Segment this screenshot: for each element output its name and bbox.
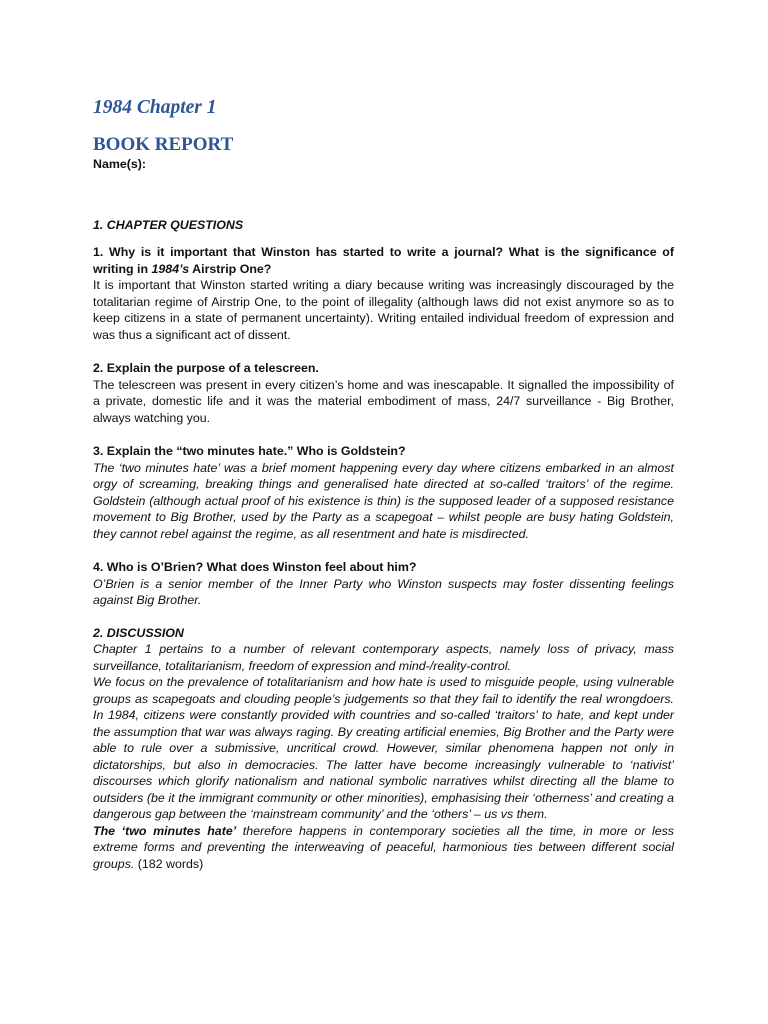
chapter-questions-heading: 1. CHAPTER QUESTIONS bbox=[93, 217, 244, 232]
question-block-3 bbox=[93, 443, 674, 542]
question-2: 2. Explain the purpose of a telescreen. bbox=[93, 361, 319, 375]
question-block-4 bbox=[93, 559, 674, 609]
discussion-paragraph-3-text: therefore happens in contemporary societies all the time, in more or less extreme forms and preventing the interweaving of peaceful, harmonious ties between different social groups. bbox=[93, 823, 674, 871]
names-label: Name(s): bbox=[93, 157, 147, 171]
question-1-italic: 1984’s bbox=[151, 261, 190, 276]
document-title: 1984 Chapter 1 bbox=[93, 97, 217, 118]
answer-2: The telescreen was present in every citizen’s home and was inescapable. It signalled the impossibility of a private, domestic life and it was the material embodiment of mass, 24/7 surveillance - Big Brother, always watching you. bbox=[93, 377, 674, 425]
question-3: 3. Explain the “two minutes hate.” Who is Goldstein? bbox=[93, 444, 406, 458]
question-4: 4. Who is O’Brien? What does Winston feel about him? bbox=[93, 560, 417, 574]
document-page bbox=[93, 96, 674, 872]
discussion-paragraph-3 bbox=[93, 823, 674, 873]
answer-3: The ‘two minutes hate’ was a brief moment happening every day where citizens embarked in an almost orgy of screaming, breaking things and generalised hate directed at so-called ‘traitors’ of the regime. Goldstein (although actual proof of his existence is thin) is the supposed leader of a supposed resistance movement to Big Brother, used by the Party as a scapegoat – whilst people are busy hating Goldstein, they cannot rebel against the regime, as all resentment and hate is misdirected. bbox=[93, 460, 674, 541]
answer-4: O’Brien is a senior member of the Inner Party who Winston suspects may foster dissenting feelings against Big Brother. bbox=[93, 576, 674, 607]
answer-1: It is important that Winston started writing a diary because writing was increasingly discouraged by the totalitarian regime of Airstrip One, to the point of illegality (although laws did not exist anymore so as to keep citizens in a state of permanent uncertainty). Writing entailed individual freedom of expression and was thus a significant act of dissent. bbox=[93, 278, 674, 342]
discussion-heading: 2. DISCUSSION bbox=[93, 625, 184, 640]
question-block-1 bbox=[93, 244, 674, 343]
book-report-heading: BOOK REPORT bbox=[93, 134, 234, 155]
question-1 bbox=[93, 244, 674, 277]
question-1-text-start: 1. Why is it important that Winston has started to write a journal? What is the significance of writing in bbox=[93, 245, 674, 276]
question-block-2 bbox=[93, 360, 674, 426]
word-count: (182 words) bbox=[134, 856, 204, 871]
discussion-emphasis: The ‘two minutes hate’ bbox=[93, 823, 237, 838]
discussion-paragraph-1: Chapter 1 pertains to a number of relevant contemporary aspects, namely loss of privacy, mass surveillance, totalitarianism, freedom of expression and mind-/reality-control. bbox=[93, 642, 674, 673]
discussion-body bbox=[93, 641, 674, 872]
question-1-text-end: Airstrip One? bbox=[189, 261, 272, 276]
discussion-paragraph-2: We focus on the prevalence of totalitarianism and how hate is used to misguide people, using vulnerable groups as scapegoats and clouding people’s judgements so that they fail to identify the real wrongdoers. In 1984, citizens were constantly provided with countries and so-called ‘traitors’ to hate, and kept under the assumption that war was always raging. By creating artificial enemies, Big Brother and the Party were able to rule over a submissive, uncritical crowd. However, similar phenomena happen not only in dictatorships, but also in democracies. The latter have become increasingly vulnerable to ‘nativist’ discourses which glorify nationalism and national symbolic narratives whilst directing all the blame to outsiders (be it the immigrant community or other minorities), emphasising their ‘otherness’ and creating a dangerous gap between the ‘mainstream community’ and the ‘others’ – us vs them. bbox=[93, 675, 674, 821]
